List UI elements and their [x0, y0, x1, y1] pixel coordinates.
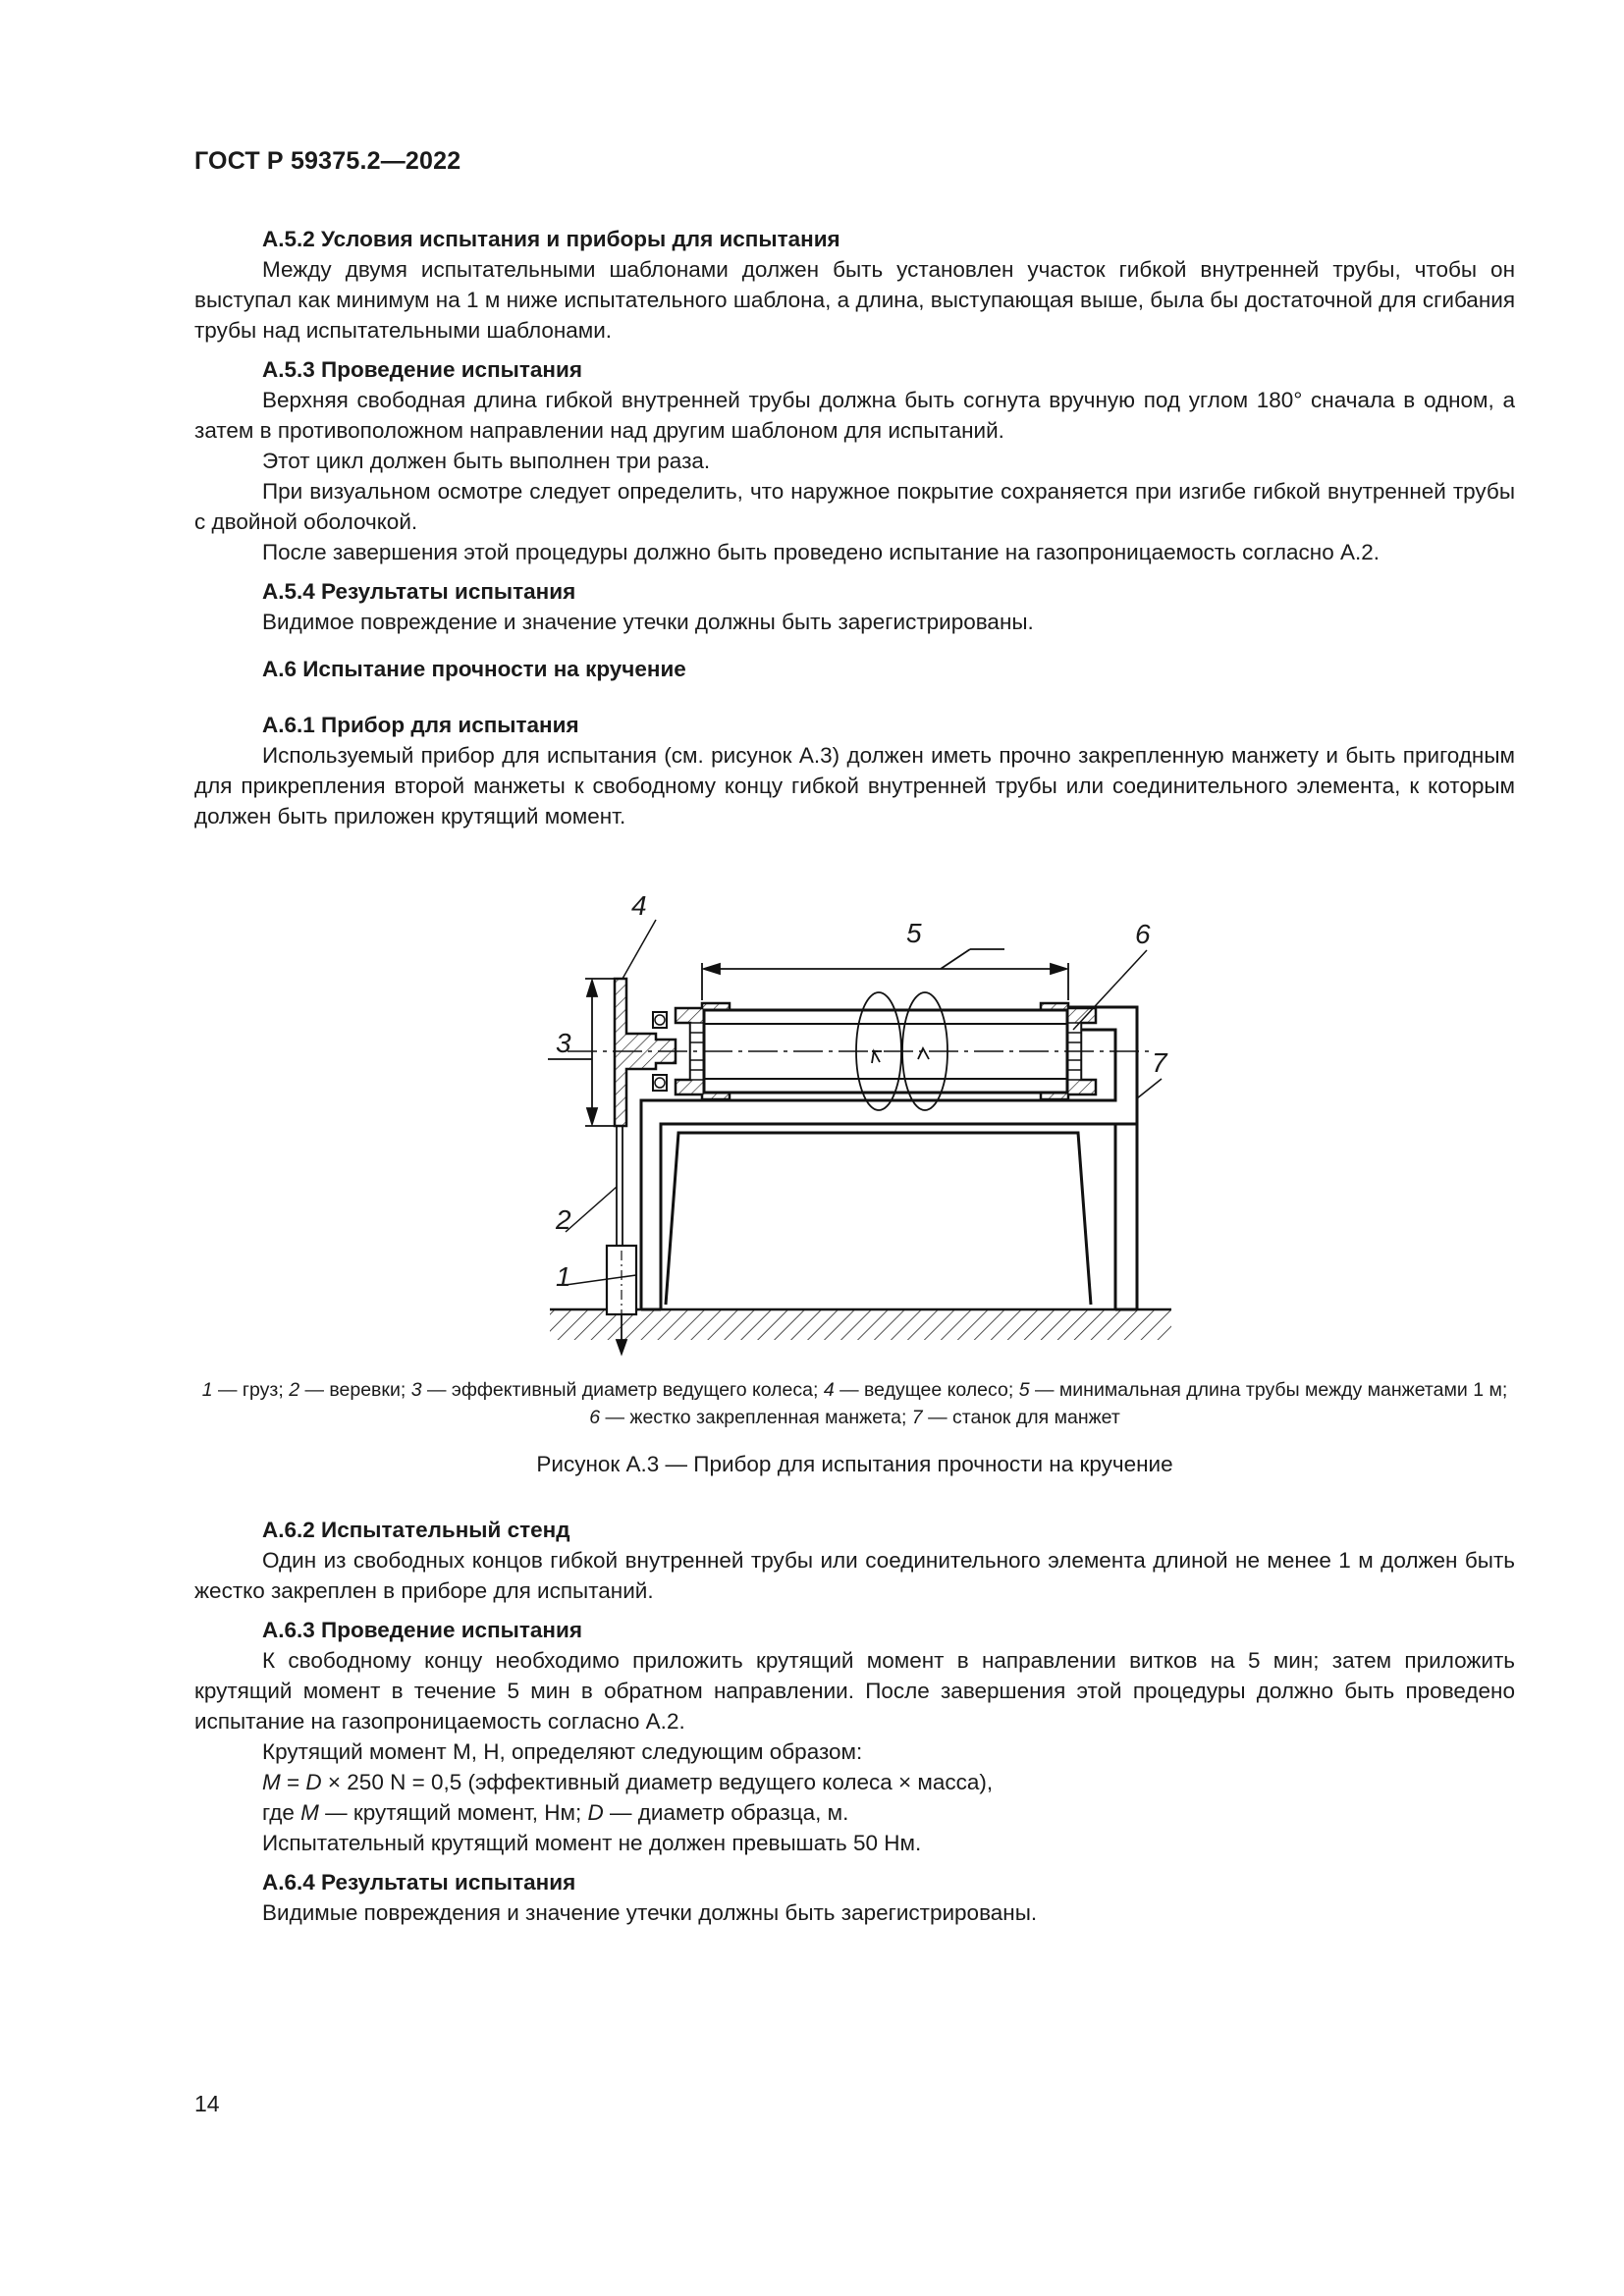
paragraph: Крутящий момент М, Н, определяют следующим образом: [262, 1739, 863, 1764]
document-body [194, 224, 1515, 1928]
figure-label-6: 6 [1135, 919, 1151, 949]
formula-text: — диаметр образца, м. [603, 1800, 849, 1825]
legend-num: 3 [410, 1379, 422, 1401]
figure-label-3: 3 [556, 1028, 571, 1058]
section-title-a6: А.6 Испытание прочности на кручение [262, 657, 686, 681]
paragraph: При визуальном осмотре следует определить, что наружное покрытие сохраняется при изгибе гибкой внутренней трубы с двойной оболочкой. [194, 479, 1515, 534]
ground-hatch [550, 1309, 1171, 1340]
legend-text: — минимальная длина трубы между манжетами 1 м; [1029, 1379, 1508, 1401]
paragraph: После завершения этой процедуры должно быть проведено испытание на газопроницаемость согласно А.2. [262, 540, 1380, 564]
paragraph: К свободному концу необходимо приложить крутящий момент в направлении витков на 5 мин; затем приложить крутящий момент в течение 5 мин в обратном направлении. После завершения этой процедуры должно быть проведено испытание на газопроницаемость согласно А.2. [194, 1648, 1515, 1734]
section-title-a54: А.5.4 Результаты испытания [262, 579, 576, 604]
document-id-header: ГОСТ Р 59375.2—2022 [194, 147, 461, 175]
formula-where-line [194, 1797, 1515, 1828]
paragraph: Между двумя испытательными шаблонами должен быть установлен участок гибкой внутренней трубы, чтобы он выступал как минимум на 1 м ниже испытательного шаблона, а длина, выступающая выше, была бы достаточной для сгибания трубы над испытательными шаблонами. [194, 257, 1515, 343]
legend-num: 2 [289, 1379, 300, 1401]
legend-text: — груз; [212, 1379, 290, 1401]
legend-text: — жестко закрепленная манжета; [600, 1407, 912, 1428]
figure-label-5: 5 [906, 918, 922, 948]
formula-text: — крутящий момент, Нм; [318, 1800, 588, 1825]
figure-label-2: 2 [556, 1204, 571, 1235]
legend-text: — ведущее колесо; [834, 1379, 1019, 1401]
section-title-a61: А.6.1 Прибор для испытания [262, 713, 579, 737]
formula-text: где [262, 1800, 301, 1825]
figure-caption: Рисунок А.3 — Прибор для испытания прочности на кручение [536, 1452, 1173, 1476]
figure-label-1: 1 [556, 1261, 571, 1292]
legend-text: — эффективный диаметр ведущего колеса; [421, 1379, 824, 1401]
figure-label-4: 4 [631, 890, 647, 921]
figure-legend [194, 1376, 1515, 1431]
formula-symbol: M [300, 1800, 319, 1825]
section-title-a52: А.5.2 Условия испытания и приборы для испытания [262, 227, 840, 251]
formula-symbol: M [262, 1770, 281, 1794]
legend-text: — веревки; [299, 1379, 411, 1401]
legend-num: 1 [201, 1379, 213, 1401]
formula-line [194, 1767, 1515, 1797]
figure-label-7: 7 [1152, 1047, 1167, 1078]
dimension-pipe-length [702, 949, 1068, 1000]
paragraph: Испытательный крутящий момент не должен превышать 50 Нм. [262, 1831, 922, 1855]
base-block [666, 1133, 1091, 1305]
paragraph: Один из свободных концов гибкой внутренней трубы или соединительного элемента длиной не менее 1 м должен быть жестко закреплен в приборе для испытаний. [194, 1548, 1515, 1603]
page-number: 14 [194, 2091, 220, 2116]
drive-wheel [615, 979, 676, 1126]
paragraph: Этот цикл должен быть выполнен три раза. [262, 449, 711, 473]
paragraph: Используемый прибор для испытания (см. рисунок А.3) должен иметь прочно закрепленную манжету и быть пригодным для прикрепления второй манжеты к свободному концу гибкой внутренней трубы или соединительного элемента, к которым должен быть приложен крутящий момент. [194, 743, 1515, 828]
formula-symbol: D [587, 1800, 604, 1825]
paragraph: Видимое повреждение и значение утечки должны быть зарегистрированы. [262, 610, 1034, 634]
figure-torsion-test-apparatus [194, 853, 1515, 1368]
section-title-a64: А.6.4 Результаты испытания [262, 1870, 576, 1895]
legend-num: 7 [911, 1407, 923, 1428]
section-title-a62: А.6.2 Испытательный стенд [262, 1518, 570, 1542]
legend-num: 5 [1018, 1379, 1030, 1401]
paragraph: Видимые повреждения и значение утечки должны быть зарегистрированы. [262, 1900, 1038, 1925]
legend-num: 6 [589, 1407, 601, 1428]
legend-text: — станок для манжет [922, 1407, 1120, 1428]
paragraph: Верхняя свободная длина гибкой внутренней трубы должна быть согнута вручную под углом 180° сначала в одном, а затем в противоположном направлении над другим шаблоном для испытаний. [194, 388, 1515, 443]
apparatus-drawing [194, 853, 1515, 1368]
legend-num: 4 [823, 1379, 835, 1401]
formula-symbol: D [305, 1770, 322, 1794]
formula-text: × 250 N = 0,5 (эффективный диаметр ведущего колеса × масса), [321, 1770, 994, 1794]
formula-text: = [280, 1770, 306, 1794]
leader-lines [566, 920, 1162, 1285]
section-title-a63: А.6.3 Проведение испытания [262, 1618, 582, 1642]
section-title-a53: А.5.3 Проведение испытания [262, 357, 582, 382]
